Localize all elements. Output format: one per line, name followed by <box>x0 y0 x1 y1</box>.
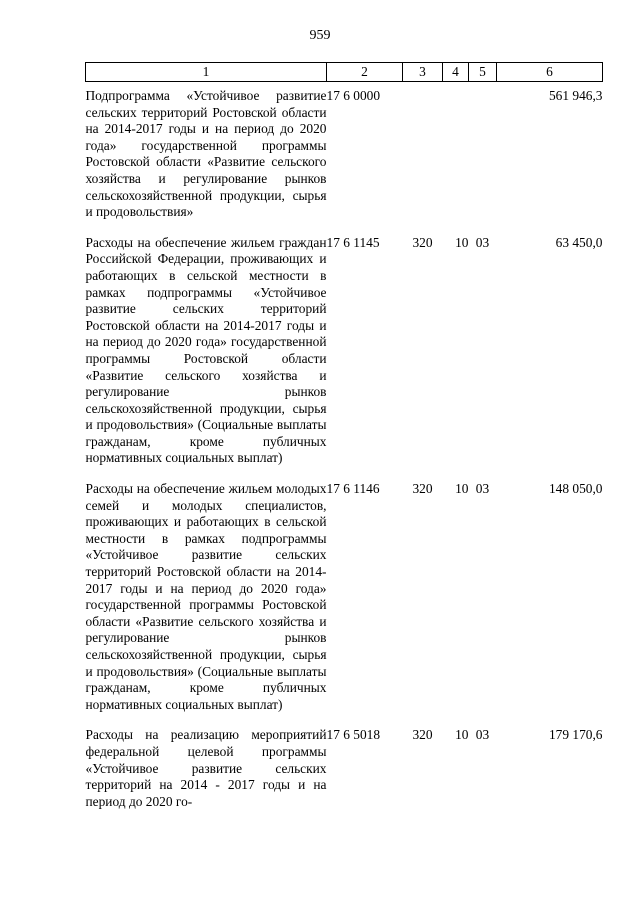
row-expense-type: 320 <box>412 727 433 743</box>
row-subsection: 03 <box>475 234 490 250</box>
row-amount: 561 946,3 <box>548 88 603 103</box>
row-section: 10 <box>455 481 469 497</box>
row-expense-type: 320 <box>412 481 433 497</box>
header-row <box>86 63 603 82</box>
table-row <box>86 229 603 475</box>
row-amount: 179 170,6 <box>548 727 603 743</box>
row-target-code: 17 6 5018 <box>326 727 381 743</box>
row-expense-type: 320 <box>412 234 433 250</box>
header-col-5: 5 <box>469 63 497 82</box>
row-subsection: 03 <box>475 481 490 497</box>
row-target-code: 17 6 1146 <box>326 481 380 497</box>
row-section: 10 <box>455 727 469 743</box>
table-row <box>86 721 603 818</box>
row-amount: 63 450,0 <box>555 234 603 250</box>
table-row <box>86 475 603 721</box>
row-description: Расходы на обеспечение жильем молодых семей и молодых специалистов, проживающих и работающих в сельской местности в рамках подпрограммы «Устойчивое развитие сельских территорий Ростовской области на 2014-2017 годы и на период до 2020 года» государственной программы Ростовской области «Развитие сельского хозяйства и регулирование рынков сельскохозяйственной продукции, сырья и продовольствия» (Социальные выплаты гражданам, кроме публичных нормативных социальных выплат) <box>85 481 327 712</box>
row-description: Подпрограмма «Устойчивое развитие сельских территорий Ростовской области на 2014-2017 годы и на период до 2020 года» государственной программы Ростовской области «Развитие сельского хозяйства и регулирование рынков сельскохозяйственной продукции, сырья и продовольствия» <box>85 88 327 220</box>
row-description: Расходы на реализацию мероприятий федеральной целевой программы «Устойчивое развитие сельских территорий на 2014 - 2017 годы и на период до 2020 го- <box>85 727 327 809</box>
header-col-6: 6 <box>497 63 603 82</box>
budget-table <box>85 62 603 818</box>
header-col-3: 3 <box>403 63 443 82</box>
table-row <box>86 82 603 229</box>
header-col-4: 4 <box>443 63 469 82</box>
header-col-2: 2 <box>327 63 403 82</box>
row-subsection: 03 <box>475 727 490 743</box>
row-expense-type <box>403 82 443 229</box>
header-col-1: 1 <box>86 63 327 82</box>
row-description: Расходы на обеспечение жильем граждан Российской Федерации, проживающих и работающих в сельской местности в рамках подпрограммы «Устойчивое развитие сельских территорий Ростовской области на 2014-2017 годы и на период до 2020 года» государственной программы Ростовской области «Развитие сельского хозяйства и регулирование рынков сельскохозяйственной продукции, сырья и продовольствия» (Социальные выплаты гражданам, кроме публичных нормативных социальных выплат) <box>85 234 327 466</box>
page-number: 959 <box>309 28 331 43</box>
table-header <box>86 63 603 82</box>
table-body <box>86 82 603 819</box>
row-target-code: 17 6 1145 <box>326 234 380 250</box>
row-target-code: 17 6 0000 <box>326 88 381 103</box>
row-section: 10 <box>455 234 469 250</box>
row-amount: 148 050,0 <box>548 481 603 497</box>
row-subsection <box>469 82 497 229</box>
row-section <box>443 82 469 229</box>
